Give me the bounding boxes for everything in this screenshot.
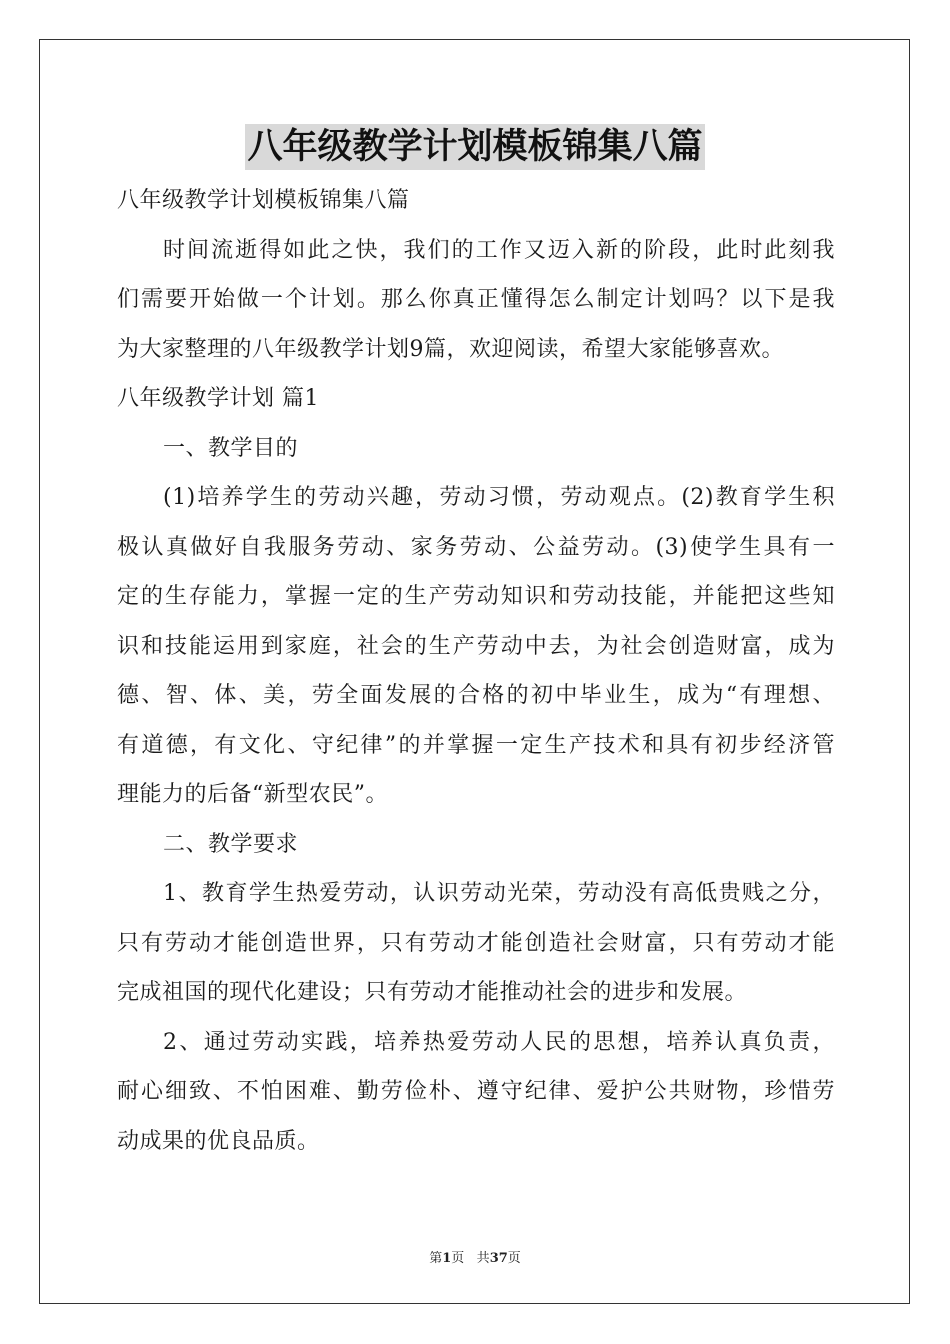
section-heading: 八年级教学计划 篇1 (117, 386, 319, 411)
footer-page-prefix: 第 (429, 1251, 443, 1266)
footer-page-suffix: 页 (451, 1251, 465, 1266)
page-footer (0, 1247, 950, 1266)
document-title: 八年级教学计划模板锦集八篇 (245, 124, 704, 170)
footer-page-number: 1 (442, 1251, 452, 1266)
paragraph-line: 1、教育学生热爱劳动，认识劳动光荣，劳动没有高低贵贱之分， (163, 881, 835, 906)
paragraph-line: 时间流逝得如此之快，我们的工作又迈入新的阶段，此时此刻我 (163, 237, 835, 263)
paragraph-line: 极认真做好自我服务劳动、家务劳动、公益劳动。(3)使学生具有一 (117, 534, 835, 560)
paragraph-line: 识和技能运用到家庭，社会的生产劳动中去，为社会创造财富，成为 (117, 633, 835, 659)
paragraph-line: 2、通过劳动实践，培养热爱劳动人民的思想，培养认真负责， (163, 1029, 835, 1055)
footer-total-suffix: 页 (507, 1251, 521, 1266)
footer-total-pages: 37 (489, 1251, 508, 1266)
paragraph-line: 有道德，有文化、守纪律”的并掌握一定生产技术和具有初步经济管 (117, 732, 835, 758)
document-body (117, 176, 835, 1166)
paragraph-line: 定的生存能力，掌握一定的生产劳动知识和劳动技能，并能把这些知 (117, 584, 835, 609)
paragraph-line: 为大家整理的八年级教学计划9篇，欢迎阅读，希望大家能够喜欢。 (117, 336, 784, 362)
paragraph-line: 理能力的后备“新型农民”。 (117, 782, 388, 807)
footer-total-prefix: 共 (476, 1251, 490, 1266)
subtitle-line: 八年级教学计划模板锦集八篇 (117, 188, 410, 213)
subsection-heading: 一、教学目的 (163, 435, 299, 461)
paragraph-line: (1)培养学生的劳动兴趣，劳动习惯，劳动观点。(2)教育学生积 (163, 485, 835, 510)
paragraph-line: 德、智、体、美，劳全面发展的合格的初中毕业生，成为“有理想、 (117, 683, 835, 708)
paragraph-line: 动成果的优良品质。 (117, 1128, 320, 1154)
paragraph-line: 们需要开始做一个计划。那么你真正懂得怎么制定计划吗？以下是我 (117, 287, 835, 312)
paragraph-line: 只有劳动才能创造世界，只有劳动才能创造社会财富，只有劳动才能 (117, 930, 835, 956)
paragraph-line: 耐心细致、不怕困难、勤劳俭朴、遵守纪律、爱护公共财物，珍惜劳 (117, 1079, 835, 1104)
document-title-container (0, 124, 950, 170)
subsection-heading: 二、教学要求 (163, 831, 299, 857)
paragraph-line: 完成祖国的现代化建设；只有劳动才能推动社会的进步和发展。 (117, 980, 748, 1005)
